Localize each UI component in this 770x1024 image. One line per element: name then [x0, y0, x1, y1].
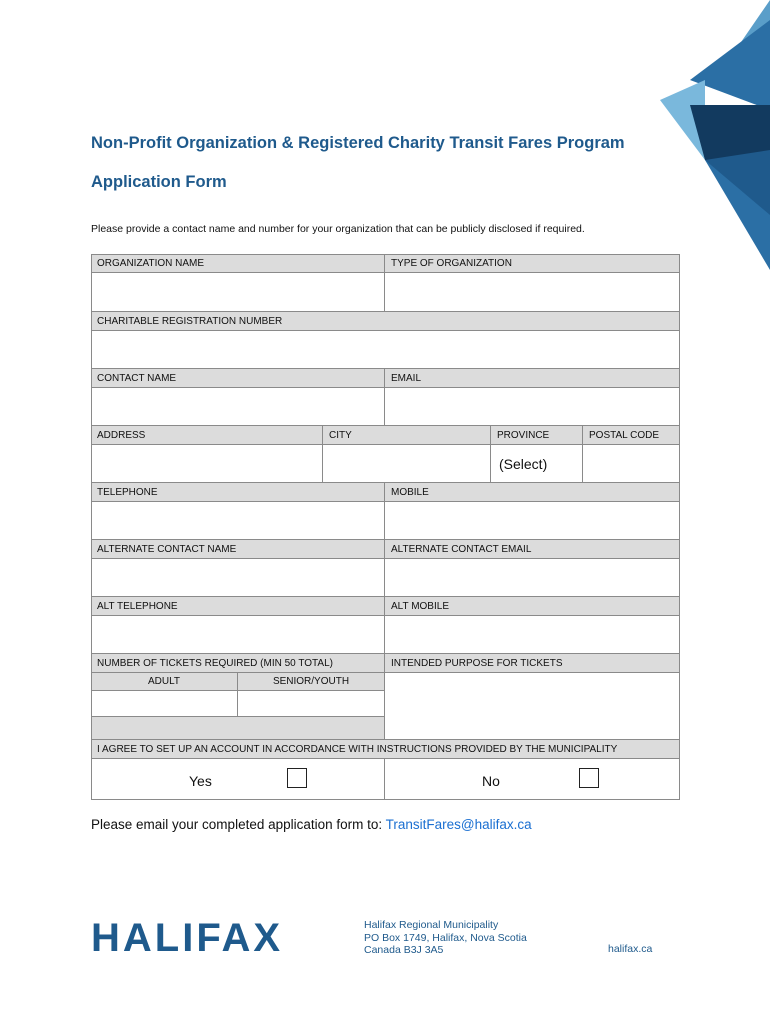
page-title: Non-Profit Organization & Registered Charity Transit Fares Program [91, 134, 625, 152]
alt-telephone-field[interactable] [91, 616, 385, 654]
mobile-label: MOBILE [385, 483, 680, 502]
municipality-address [364, 919, 527, 957]
application-form [91, 254, 680, 800]
website-link[interactable]: halifax.ca [608, 943, 653, 955]
province-select[interactable]: (Select) [491, 445, 583, 483]
email-label: EMAIL [385, 369, 680, 388]
address-label: ADDRESS [91, 426, 323, 445]
adult-label: ADULT [91, 673, 238, 691]
agree-yes-label: Yes [189, 773, 212, 789]
halifax-logo: HALIFAX [91, 916, 284, 960]
agree-yes-checkbox[interactable] [287, 768, 307, 788]
alt-mobile-label: ALT MOBILE [385, 597, 680, 616]
address-line: Halifax Regional Municipality [364, 919, 499, 931]
postal-code-field[interactable] [583, 445, 680, 483]
address-line: PO Box 1749, Halifax, Nova Scotia [364, 931, 527, 944]
province-label: PROVINCE [491, 426, 583, 445]
organization-name-field[interactable] [91, 273, 385, 312]
senior-youth-tickets-field[interactable] [238, 691, 385, 717]
type-of-organization-field[interactable] [385, 273, 680, 312]
charitable-registration-number-label: CHARITABLE REGISTRATION NUMBER [91, 312, 680, 331]
email-link[interactable]: TransitFares@halifax.ca [385, 817, 532, 832]
intended-purpose-label: INTENDED PURPOSE FOR TICKETS [385, 654, 680, 673]
number-of-tickets-label: NUMBER OF TICKETS REQUIRED (MIN 50 TOTAL) [91, 654, 385, 673]
address-line: Canada B3J 3A5 [364, 944, 444, 956]
alternate-contact-name-label: ALTERNATE CONTACT NAME [91, 540, 385, 559]
agree-label: I AGREE TO SET UP AN ACCOUNT IN ACCORDANCE WITH INSTRUCTIONS PROVIDED BY THE MUNICIPALITY [91, 740, 680, 759]
alternate-contact-email-label: ALTERNATE CONTACT EMAIL [385, 540, 680, 559]
email-field[interactable] [385, 388, 680, 426]
email-instruction [91, 817, 532, 832]
intended-purpose-field[interactable] [385, 673, 680, 740]
alternate-contact-name-field[interactable] [91, 559, 385, 597]
telephone-label: TELEPHONE [91, 483, 385, 502]
agree-no-label: No [482, 773, 500, 789]
address-field[interactable] [91, 445, 323, 483]
agree-yes-cell [91, 759, 385, 800]
intro-text: Please provide a contact name and number for your organization that can be publicly disclosed if required. [91, 223, 585, 235]
type-of-organization-label: TYPE OF ORGANIZATION [385, 254, 680, 273]
organization-name-label: ORGANIZATION NAME [91, 254, 385, 273]
contact-name-field[interactable] [91, 388, 385, 426]
postal-code-label: POSTAL CODE [583, 426, 680, 445]
city-label: CITY [323, 426, 491, 445]
adult-tickets-field[interactable] [91, 691, 238, 717]
senior-youth-label: SENIOR/YOUTH [238, 673, 385, 691]
alt-telephone-label: ALT TELEPHONE [91, 597, 385, 616]
mobile-field[interactable] [385, 502, 680, 540]
agree-no-cell [385, 759, 680, 800]
charitable-registration-number-field[interactable] [91, 331, 680, 369]
agree-no-checkbox[interactable] [579, 768, 599, 788]
alternate-contact-email-field[interactable] [385, 559, 680, 597]
city-field[interactable] [323, 445, 491, 483]
alt-mobile-field[interactable] [385, 616, 680, 654]
tickets-total-field [91, 717, 385, 740]
email-prompt: Please email your completed application form to: [91, 817, 386, 832]
corner-graphic [660, 0, 770, 270]
telephone-field[interactable] [91, 502, 385, 540]
page-subtitle: Application Form [91, 173, 227, 191]
contact-name-label: CONTACT NAME [91, 369, 385, 388]
